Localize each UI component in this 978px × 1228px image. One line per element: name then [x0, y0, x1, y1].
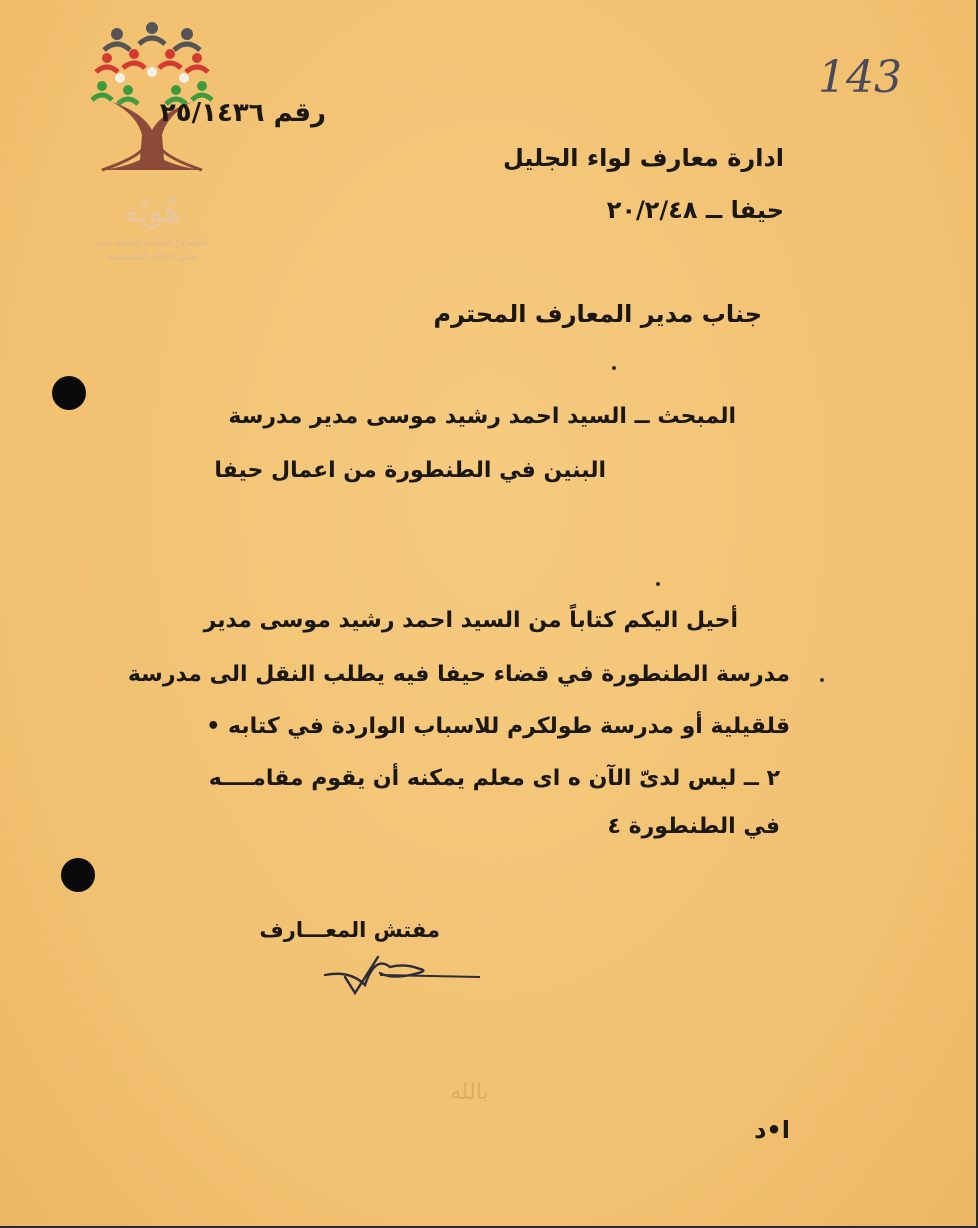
sender-place-date: حيفا ــ ٢٠/٢/٤٨ — [606, 196, 784, 224]
addressee: جناب مدير المعارف المحترم — [433, 300, 762, 328]
punch-hole-top — [52, 376, 86, 410]
stray-dot — [820, 678, 824, 682]
handwritten-signature — [320, 945, 485, 1004]
body-line-3: قلقيلية أو مدرسة طولكرم للاسباب الواردة في كتابه • — [206, 714, 790, 739]
watermark-logo — [82, 20, 222, 270]
subject-line-1: المبحث ــ السيد احمد رشيد موسى مدير مدرسة — [228, 404, 736, 429]
punch-hole-bottom — [61, 858, 95, 892]
body-line-4: ٢ ــ ليس لدىّ الآن ه اى معلم يمكنه أن يقوم مقامــــه — [208, 766, 780, 791]
stray-dot — [656, 582, 660, 586]
body-line-1: أحيل اليكم كتاباً من السيد احمد رشيد موسى مدير — [203, 608, 738, 633]
body-line-2: مدرسة الطنطورة في قضاء حيفا فيه يطلب النقل الى مدرسة — [127, 662, 790, 687]
reference-number: رقم ٢٥/١٤٣٦ — [159, 98, 326, 128]
footer-initials: ا•د — [754, 1116, 790, 1144]
watermark-line-2: جذور العائلة الفلسطينية — [107, 252, 197, 262]
signature-title: مفتش المعـــارف — [259, 918, 440, 942]
watermark-word: هُويّة — [124, 195, 180, 230]
stray-dot — [612, 366, 616, 370]
subject-line-2: البنين في الطنطورة من اعمال حيفا — [214, 458, 606, 483]
faint-mark: بالله — [450, 1080, 489, 1105]
watermark-line-1: المشروع الوطني للحفاظ على — [95, 238, 208, 248]
archive-number: 143 — [818, 52, 902, 103]
body-line-5: في الطنطورة ٤ — [607, 814, 780, 839]
sender-office: ادارة معارف لواء الجليل — [502, 144, 784, 172]
signature-scribble-icon — [320, 945, 485, 1000]
